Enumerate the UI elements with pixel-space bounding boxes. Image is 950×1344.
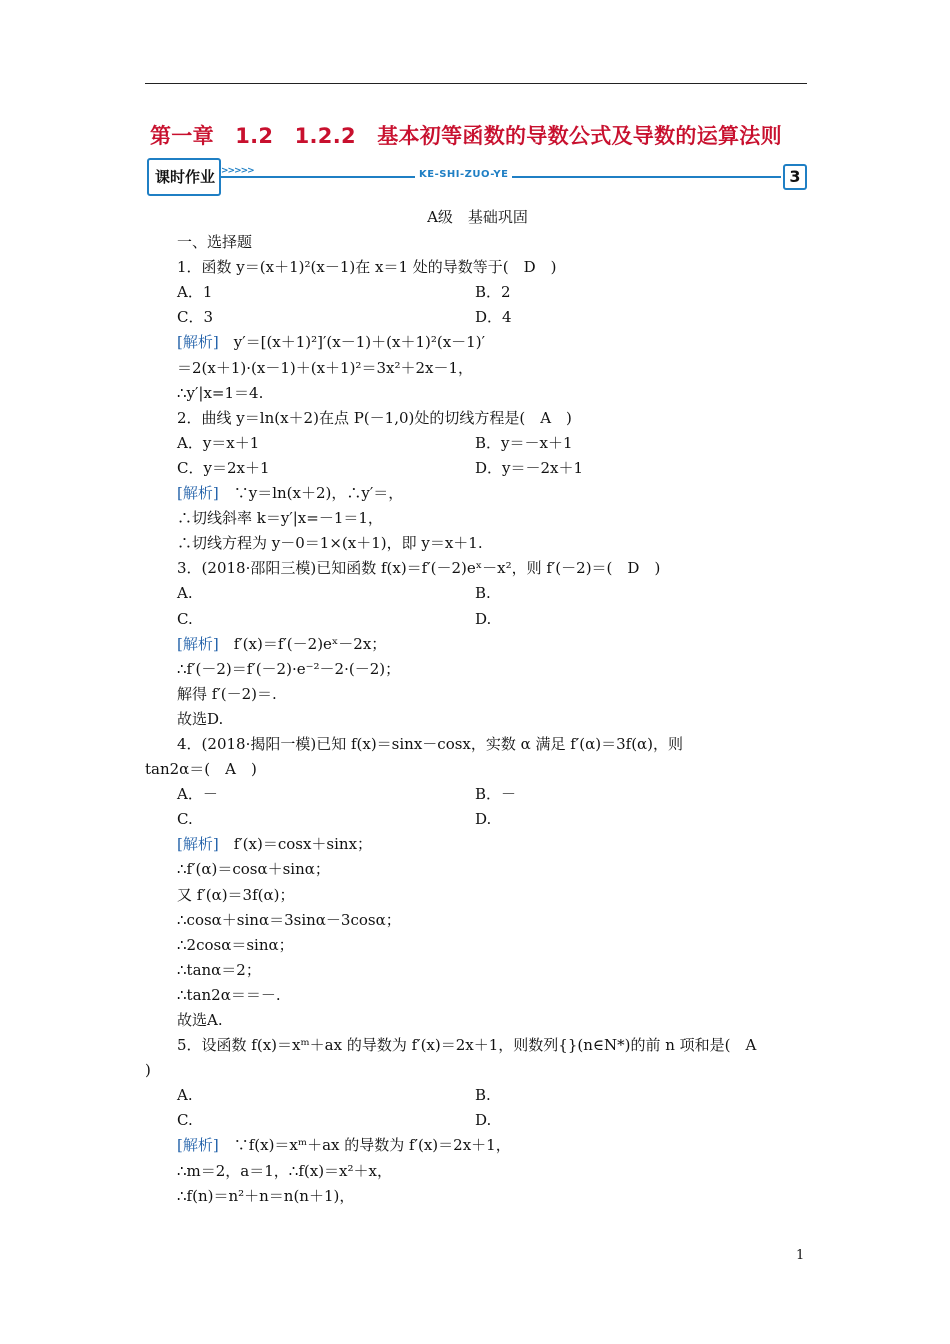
line-text: A．y＝x＋1 [177,433,260,452]
line-text: ∴tanα＝2； [177,960,261,979]
document-line [145,356,810,381]
option-right: D. [475,810,492,829]
line-text: ∴cosα＋sinα＝3sinα－3cosα； [177,910,401,929]
line-text: f′(x)＝cosx＋sinx； [218,835,373,854]
document-line [145,1058,810,1083]
option-right: D. [475,609,492,628]
banner-label: 课时作业 [155,168,216,186]
document-line [145,305,810,330]
line-text: 1．函数 y＝(x＋1)²(x－1)在 x＝1 处的导数等于( D ) [177,258,557,277]
document-line [145,456,810,481]
homework-banner [147,158,807,196]
document-line [145,682,810,707]
document-line [145,657,810,682]
document-line [145,607,810,632]
document-line [145,908,810,933]
line-text: 故选A. [177,1011,223,1029]
line-text: C．3 [177,308,214,327]
document-line [145,1133,810,1158]
line-text: ∴f′(－2)＝f′(－2)·e⁻²－2·(－2)； [177,659,401,678]
document-line [145,732,810,757]
document-line [145,782,810,807]
line-text: A．1 [177,283,213,302]
line-text: C. [177,1111,193,1130]
document-line [145,958,810,983]
document-line [145,832,810,857]
option-right: B. [475,584,491,603]
document-line [145,255,810,280]
line-text: y′＝[(x＋1)²]′(x－1)＋(x＋1)²(x－1)′ [218,333,485,352]
document-body [145,205,810,1209]
document-line [145,1083,810,1108]
document-line [145,330,810,355]
line-text: ∴切线方程为 y－0＝1×(x＋1)，即 y＝x＋1. [177,534,483,553]
line-text: A级 基础巩固 [427,208,528,226]
banner-pinyin: KE-SHI-ZUO-YE [415,169,512,180]
line-text: ) [145,1061,151,1080]
option-right: D．y＝－2x＋1 [475,458,584,477]
line-text: 3．(2018·邵阳三模)已知函数 f(x)＝f′(－2)eˣ－x²，则 f′(－2)＝( D ) [177,559,661,578]
line-text: 5．设函数 f(x)＝xᵐ＋ax 的导数为 f′(x)＝2x＋1，则数列{}(n∈N*)的前 n 项和是( A [177,1036,757,1055]
line-text: 解得 f′(－2)＝. [177,684,277,703]
option-right: D. [475,1111,492,1130]
option-right: B. [475,1086,491,1105]
line-text: ∴m＝2，a＝1，∴f(x)＝x²＋x， [177,1161,392,1180]
line-text: ∵y＝ln(x＋2)，∴y′＝， [218,484,404,503]
line-text: 2．曲线 y＝ln(x＋2)在点 P(－1,0)处的切线方程是( A ) [177,408,572,427]
line-text: C. [177,609,193,628]
option-right: B．y＝－x＋1 [475,433,573,452]
option-right: B．2 [475,283,511,302]
document-line [145,280,810,305]
line-text: ∴切线斜率 k＝y′|x=－1＝1， [177,509,383,528]
document-line [145,933,810,958]
document-line [145,1108,810,1133]
analysis-tag: [解析] [177,1136,219,1155]
document-line [145,581,810,606]
line-text: f′(x)＝f′(－2)eˣ－2x； [218,634,387,653]
document-line [145,632,810,657]
document-line [145,1159,810,1184]
document-line [145,381,810,406]
document-line [145,431,810,456]
line-text: ∴2cosα＝sinα； [177,935,294,954]
banner-arrows-icon: >>>>> [221,166,254,176]
top-rule [145,83,807,84]
document-line [145,857,810,882]
document-line [145,506,810,531]
document-line [145,707,810,732]
document-line [145,406,810,431]
option-right: D．4 [475,308,512,327]
document-line [145,983,810,1008]
document-line [145,205,810,230]
document-line [145,481,810,506]
document-line [145,807,810,832]
document-line [145,556,810,581]
document-line [145,1184,810,1209]
banner-label-box [147,158,221,196]
line-text: C. [177,810,193,829]
analysis-tag: [解析] [177,835,219,854]
line-text: ∵f(x)＝xᵐ＋ax 的导数为 f′(x)＝2x＋1， [218,1136,511,1155]
document-line [145,757,810,782]
analysis-tag: [解析] [177,484,219,503]
line-text: 一、选择题 [177,233,253,252]
analysis-tag: [解析] [177,333,219,352]
line-text: ∴f(n)＝n²＋n＝n(n＋1)， [177,1186,355,1205]
document-line [145,531,810,556]
page-title: 第一章 1.2 1.2.2 基本初等函数的导数公式及导数的运算法则 [150,124,782,148]
line-text: 4．(2018·揭阳一模)已知 f(x)＝sinx－cosx，实数 α 满足 f′(α)＝3f(α)，则 [177,734,684,753]
page-number: 1 [796,1248,805,1263]
document-line [145,230,810,255]
line-text: C．y＝2x＋1 [177,458,270,477]
line-text: ∴tan2α＝＝－. [177,985,281,1004]
line-text: A．－ [177,785,218,804]
document-line [145,883,810,908]
analysis-tag: [解析] [177,634,219,653]
line-text: ∴f′(α)＝cosα＋sinα； [177,860,330,879]
line-text: 故选D. [177,709,224,728]
line-text: tan2α＝( A ) [145,760,257,779]
option-right: B．－ [475,785,517,804]
line-text: A. [177,1086,193,1105]
line-text: ＝2(x＋1)·(x－1)＋(x＋1)²＝3x²＋2x－1， [177,358,474,377]
banner-badge: 3 [783,164,807,190]
document-line [145,1033,810,1058]
line-text: ∴y′|x=1＝4. [177,383,264,402]
line-text: 又 f′(α)＝3f(α)； [177,885,295,904]
document-line [145,1008,810,1033]
line-text: A. [177,584,193,603]
